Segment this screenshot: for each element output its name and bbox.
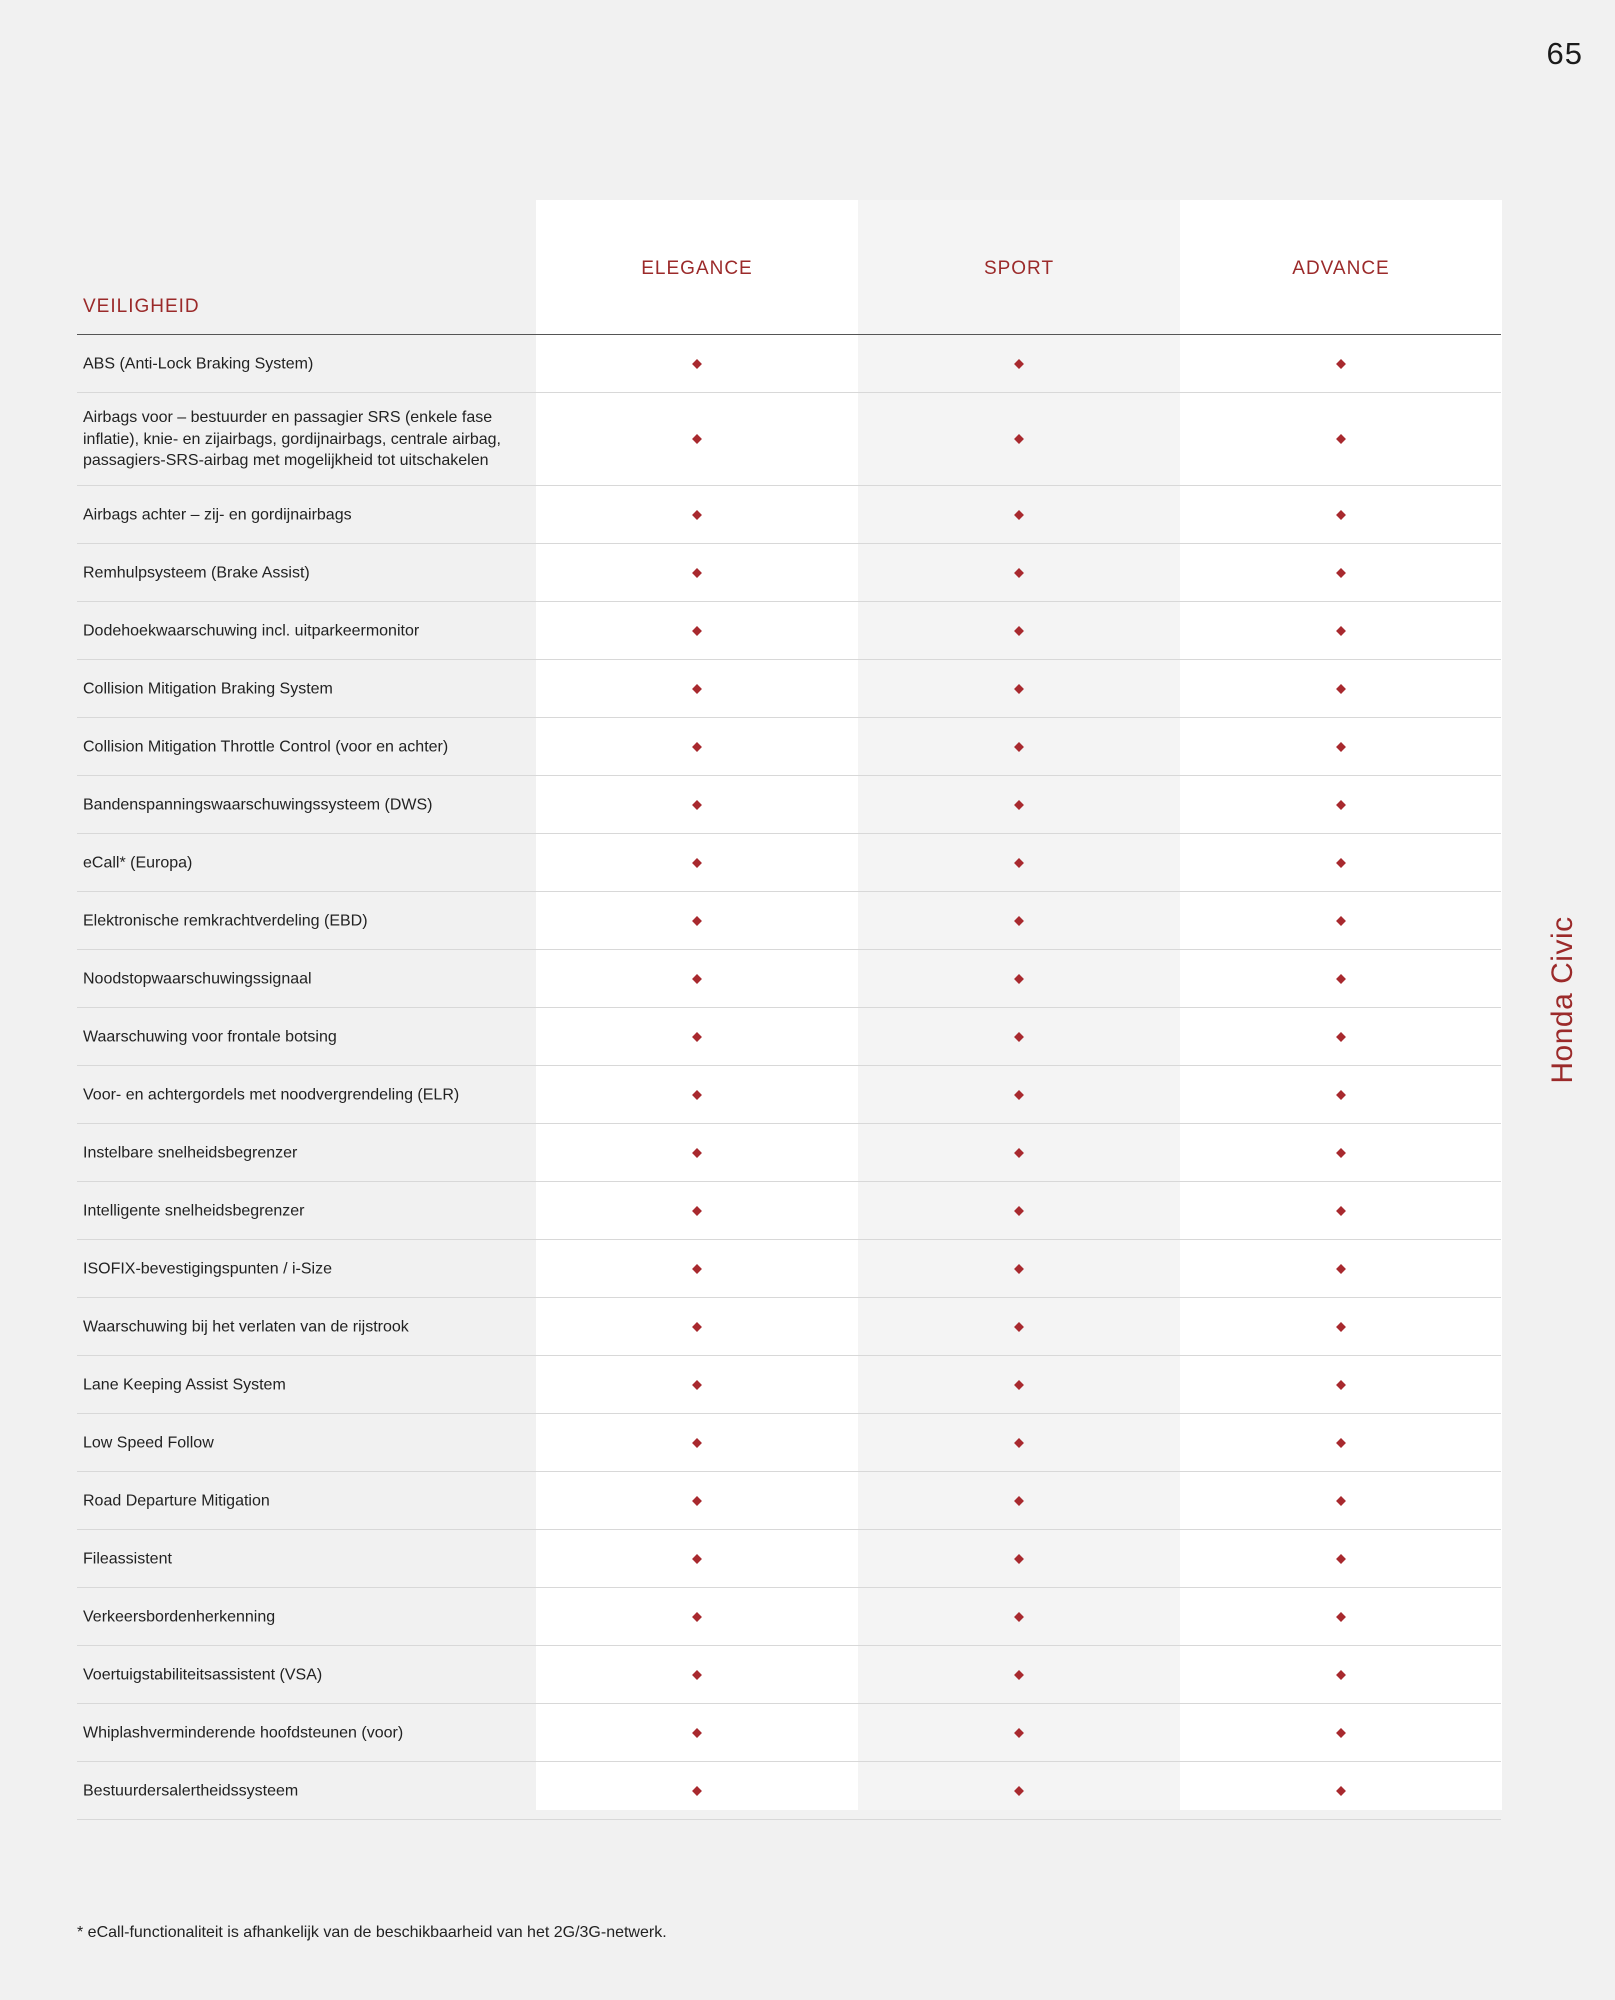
standard-feature-diamond-icon (1014, 1612, 1024, 1622)
standard-feature-diamond-icon (1014, 916, 1024, 926)
spec-table (77, 200, 1501, 1820)
standard-feature-diamond-icon (692, 684, 702, 694)
standard-feature-diamond-icon (692, 1090, 702, 1100)
standard-feature-diamond-icon (1336, 1322, 1346, 1332)
standard-feature-diamond-icon (1336, 434, 1346, 444)
standard-feature-diamond-icon (1014, 1322, 1024, 1332)
standard-feature-diamond-icon (1014, 510, 1024, 520)
table-row (77, 892, 1501, 950)
table-row (77, 335, 1501, 393)
standard-feature-diamond-icon (692, 1380, 702, 1390)
feature-label: Airbags voor – bestuurder en passagier SRS (enkele fase inflatie), knie- en zijairbags, gordijnairbags, centrale airbag, passagiers-SRS-airbag met mogelijkheid tot uitschakelen (83, 408, 501, 469)
standard-feature-diamond-icon (1014, 684, 1024, 694)
standard-feature-diamond-icon (692, 1032, 702, 1042)
standard-feature-diamond-icon (692, 434, 702, 444)
standard-feature-diamond-icon (1336, 974, 1346, 984)
standard-feature-diamond-icon (692, 1438, 702, 1448)
standard-feature-diamond-icon (1336, 1786, 1346, 1796)
standard-feature-diamond-icon (1014, 742, 1024, 752)
standard-feature-diamond-icon (1336, 1438, 1346, 1448)
standard-feature-diamond-icon (1014, 1554, 1024, 1564)
feature-label: Collision Mitigation Braking System (83, 679, 333, 697)
standard-feature-diamond-icon (1014, 1496, 1024, 1506)
standard-feature-diamond-icon (692, 510, 702, 520)
standard-feature-diamond-icon (1336, 1612, 1346, 1622)
table-body (77, 335, 1501, 1820)
standard-feature-diamond-icon (692, 1322, 702, 1332)
feature-label: Road Departure Mitigation (83, 1491, 270, 1509)
table-row (77, 1124, 1501, 1182)
table-row (77, 486, 1501, 544)
table-row (77, 544, 1501, 602)
table-row (77, 718, 1501, 776)
standard-feature-diamond-icon (1336, 684, 1346, 694)
standard-feature-diamond-icon (1336, 510, 1346, 520)
table-row (77, 950, 1501, 1008)
table-row (77, 1588, 1501, 1646)
standard-feature-diamond-icon (692, 858, 702, 868)
page-number: 65 (1546, 36, 1583, 71)
table-row (77, 1704, 1501, 1762)
feature-label: Waarschuwing bij het verlaten van de rijstrook (83, 1317, 409, 1335)
standard-feature-diamond-icon (1336, 1206, 1346, 1216)
standard-feature-diamond-icon (1336, 1728, 1346, 1738)
standard-feature-diamond-icon (1336, 916, 1346, 926)
standard-feature-diamond-icon (692, 626, 702, 636)
standard-feature-diamond-icon (692, 1786, 702, 1796)
table-row (77, 393, 1501, 486)
table-row (77, 1472, 1501, 1530)
standard-feature-diamond-icon (1336, 742, 1346, 752)
feature-label: Collision Mitigation Throttle Control (voor en achter) (83, 737, 449, 755)
standard-feature-diamond-icon (692, 800, 702, 810)
table-row (77, 834, 1501, 892)
table-row (77, 1530, 1501, 1588)
standard-feature-diamond-icon (1014, 1786, 1024, 1796)
standard-feature-diamond-icon (692, 974, 702, 984)
standard-feature-diamond-icon (692, 742, 702, 752)
standard-feature-diamond-icon (1336, 1264, 1346, 1274)
feature-label: Bandenspanningswaarschuwingssysteem (DWS) (83, 795, 433, 813)
feature-label: Lane Keeping Assist System (83, 1375, 286, 1393)
standard-feature-diamond-icon (1336, 1554, 1346, 1564)
feature-label: Voor- en achtergordels met noodvergrendeling (ELR) (83, 1085, 460, 1103)
feature-label: Whiplashverminderende hoofdsteunen (voor) (83, 1723, 404, 1741)
standard-feature-diamond-icon (1014, 800, 1024, 810)
standard-feature-diamond-icon (1014, 858, 1024, 868)
feature-label: Low Speed Follow (83, 1433, 214, 1451)
standard-feature-diamond-icon (1014, 1148, 1024, 1158)
standard-feature-diamond-icon (692, 1206, 702, 1216)
standard-feature-diamond-icon (1014, 434, 1024, 444)
table-row (77, 602, 1501, 660)
feature-label: Remhulpsysteem (Brake Assist) (83, 563, 310, 581)
standard-feature-diamond-icon (1014, 1380, 1024, 1390)
feature-label: ISOFIX-bevestigingspunten / i-Size (83, 1259, 333, 1277)
standard-feature-diamond-icon (692, 1264, 702, 1274)
table-row (77, 1182, 1501, 1240)
feature-label: Verkeersbordenherkenning (83, 1607, 276, 1625)
standard-feature-diamond-icon (1336, 1670, 1346, 1680)
standard-feature-diamond-icon (1014, 1090, 1024, 1100)
standard-feature-diamond-icon (692, 568, 702, 578)
feature-label: Airbags achter – zij- en gordijnairbags (83, 505, 352, 523)
variant-header-sport: SPORT (983, 258, 1055, 279)
footnote: * eCall-functionaliteit is afhankelijk van de beschikbaarheid van het 2G/3G-netwerk. (77, 1924, 667, 1941)
standard-feature-diamond-icon (692, 1612, 702, 1622)
table-row (77, 776, 1501, 834)
standard-feature-diamond-icon (1014, 1032, 1024, 1042)
standard-feature-diamond-icon (1336, 626, 1346, 636)
standard-feature-diamond-icon (1014, 568, 1024, 578)
feature-label: Dodehoekwaarschuwing incl. uitparkeermonitor (83, 621, 420, 639)
feature-label: Noodstopwaarschuwingssignaal (83, 969, 312, 987)
standard-feature-diamond-icon (1014, 1438, 1024, 1448)
standard-feature-diamond-icon (692, 1554, 702, 1564)
feature-label: Waarschuwing voor frontale botsing (83, 1027, 337, 1045)
table-row (77, 1066, 1501, 1124)
standard-feature-diamond-icon (1336, 1032, 1346, 1042)
standard-feature-diamond-icon (1336, 1496, 1346, 1506)
standard-feature-diamond-icon (692, 359, 702, 369)
feature-label: Fileassistent (83, 1549, 172, 1567)
table-row (77, 1356, 1501, 1414)
table-row (77, 660, 1501, 718)
standard-feature-diamond-icon (1336, 1148, 1346, 1158)
variant-header-advance: ADVANCE (1292, 258, 1390, 279)
standard-feature-diamond-icon (1014, 359, 1024, 369)
table-row (77, 1762, 1501, 1820)
standard-feature-diamond-icon (1336, 1380, 1346, 1390)
feature-label: Voertuigstabiliteitsassistent (VSA) (83, 1665, 323, 1683)
feature-label: Elektronische remkrachtverdeling (EBD) (83, 911, 368, 929)
standard-feature-diamond-icon (1336, 568, 1346, 578)
side-label-model: Honda Civic (1546, 916, 1579, 1084)
feature-label: Bestuurdersalertheidssysteem (83, 1781, 299, 1799)
standard-feature-diamond-icon (1336, 1090, 1346, 1100)
section-title: VEILIGHEID (83, 296, 200, 317)
table-row (77, 1298, 1501, 1356)
standard-feature-diamond-icon (692, 1496, 702, 1506)
feature-label: ABS (Anti-Lock Braking System) (83, 354, 314, 372)
feature-label: Intelligente snelheidsbegrenzer (83, 1201, 305, 1219)
standard-feature-diamond-icon (1014, 626, 1024, 636)
standard-feature-diamond-icon (1014, 1670, 1024, 1680)
feature-label: Instelbare snelheidsbegrenzer (83, 1143, 298, 1161)
standard-feature-diamond-icon (692, 916, 702, 926)
standard-feature-diamond-icon (1014, 1728, 1024, 1738)
table-row (77, 1008, 1501, 1066)
standard-feature-diamond-icon (1336, 858, 1346, 868)
standard-feature-diamond-icon (692, 1148, 702, 1158)
standard-feature-diamond-icon (1014, 1264, 1024, 1274)
table-row (77, 1646, 1501, 1704)
variant-header-elegance: ELEGANCE (641, 258, 753, 279)
standard-feature-diamond-icon (1014, 1206, 1024, 1216)
standard-feature-diamond-icon (692, 1670, 702, 1680)
standard-feature-diamond-icon (1336, 359, 1346, 369)
table-row (77, 1414, 1501, 1472)
standard-feature-diamond-icon (1336, 800, 1346, 810)
table-row (77, 1240, 1501, 1298)
feature-label: eCall* (Europa) (83, 853, 193, 871)
standard-feature-diamond-icon (692, 1728, 702, 1738)
table-header (77, 200, 1501, 335)
standard-feature-diamond-icon (1014, 974, 1024, 984)
